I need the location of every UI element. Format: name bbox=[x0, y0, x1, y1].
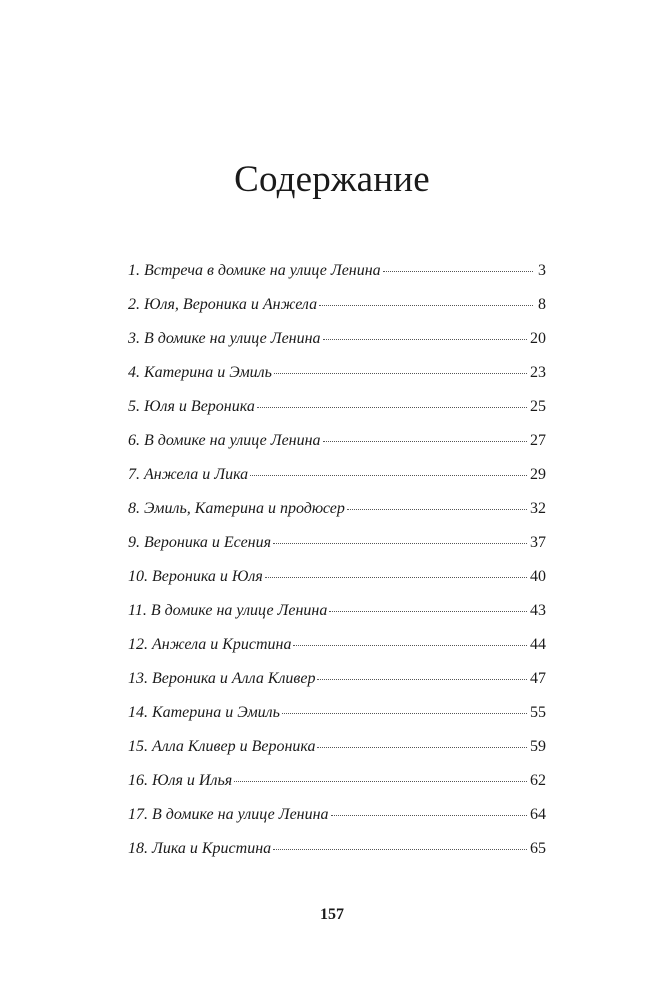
toc-entry-title: 1. Встреча в домике на улице Ленина bbox=[128, 262, 381, 279]
dot-leader bbox=[319, 305, 533, 306]
dot-leader bbox=[317, 679, 527, 680]
dot-leader bbox=[273, 849, 527, 850]
toc-entry-title: 12. Анжела и Кристина bbox=[128, 636, 292, 653]
toc-entry-page: 23 bbox=[530, 364, 546, 381]
toc-entry-title: 4. Катерина и Эмиль bbox=[128, 364, 272, 381]
dot-leader bbox=[273, 543, 527, 544]
dot-leader bbox=[257, 407, 527, 408]
toc-entry bbox=[128, 568, 546, 602]
toc-entry-title: 7. Анжела и Лика bbox=[128, 466, 249, 483]
dot-leader bbox=[317, 747, 527, 748]
toc-entry-page: 32 bbox=[530, 500, 546, 517]
toc-entry bbox=[128, 364, 546, 398]
dot-leader bbox=[274, 373, 527, 374]
toc-entry bbox=[128, 636, 546, 670]
page-title: Содержание bbox=[234, 159, 430, 200]
dot-leader bbox=[323, 441, 527, 442]
dot-leader bbox=[329, 611, 527, 612]
table-of-contents bbox=[128, 262, 546, 874]
toc-entry bbox=[128, 262, 546, 296]
toc-entry-title: 10. Вероника и Юля bbox=[128, 568, 263, 585]
toc-entry-title: 18. Лика и Кристина bbox=[128, 840, 272, 857]
toc-entry-page: 44 bbox=[530, 636, 546, 653]
toc-entry bbox=[128, 296, 546, 330]
dot-leader bbox=[383, 271, 533, 272]
dot-leader bbox=[331, 815, 527, 816]
toc-entry-page: 62 bbox=[530, 772, 546, 789]
toc-entry-title: 2. Юля, Вероника и Анжела bbox=[128, 296, 318, 313]
toc-entry-page: 27 bbox=[530, 432, 546, 449]
toc-entry-title: 14. Катерина и Эмиль bbox=[128, 704, 280, 721]
toc-entry bbox=[128, 500, 546, 534]
dot-leader bbox=[347, 509, 527, 510]
toc-entry bbox=[128, 670, 546, 704]
toc-entry-page: 64 bbox=[530, 806, 546, 823]
page-number: 157 bbox=[320, 906, 344, 923]
toc-entry-title: 5. Юля и Вероника bbox=[128, 398, 255, 415]
toc-entry bbox=[128, 602, 546, 636]
toc-entry-page: 25 bbox=[530, 398, 546, 415]
toc-entry-page: 20 bbox=[530, 330, 546, 347]
toc-entry-page: 59 bbox=[530, 738, 546, 755]
toc-entry-page: 47 bbox=[530, 670, 546, 687]
toc-entry bbox=[128, 840, 546, 874]
toc-entry bbox=[128, 704, 546, 738]
toc-entry bbox=[128, 432, 546, 466]
toc-entry-page: 37 bbox=[530, 534, 546, 551]
toc-entry-title: 13. Вероника и Алла Кливер bbox=[128, 670, 316, 687]
dot-leader bbox=[293, 645, 527, 646]
toc-entry-page: 43 bbox=[530, 602, 546, 619]
toc-entry-page: 8 bbox=[538, 296, 546, 313]
toc-entry bbox=[128, 466, 546, 500]
toc-entry bbox=[128, 738, 546, 772]
toc-entry-page: 65 bbox=[530, 840, 546, 857]
toc-entry bbox=[128, 330, 546, 364]
dot-leader bbox=[250, 475, 527, 476]
toc-entry-title: 6. В домике на улице Ленина bbox=[128, 432, 321, 449]
dot-leader bbox=[323, 339, 527, 340]
toc-entry-title: 11. В домике на улице Ленина bbox=[128, 602, 328, 619]
toc-entry-page: 55 bbox=[530, 704, 546, 721]
toc-entry-title: 8. Эмиль, Катерина и продюсер bbox=[128, 500, 345, 517]
dot-leader bbox=[265, 577, 527, 578]
dot-leader bbox=[282, 713, 527, 714]
toc-entry-page: 3 bbox=[538, 262, 546, 279]
toc-entry-page: 29 bbox=[530, 466, 546, 483]
toc-entry-title: 3. В домике на улице Ленина bbox=[128, 330, 321, 347]
toc-entry-title: 9. Вероника и Есения bbox=[128, 534, 272, 551]
toc-entry bbox=[128, 534, 546, 568]
toc-entry-title: 16. Юля и Илья bbox=[128, 772, 233, 789]
toc-entry bbox=[128, 806, 546, 840]
toc-entry bbox=[128, 398, 546, 432]
toc-entry bbox=[128, 772, 546, 806]
toc-entry-title: 15. Алла Кливер и Вероника bbox=[128, 738, 316, 755]
toc-entry-title: 17. В домике на улице Ленина bbox=[128, 806, 329, 823]
dot-leader bbox=[234, 781, 527, 782]
toc-entry-page: 40 bbox=[530, 568, 546, 585]
